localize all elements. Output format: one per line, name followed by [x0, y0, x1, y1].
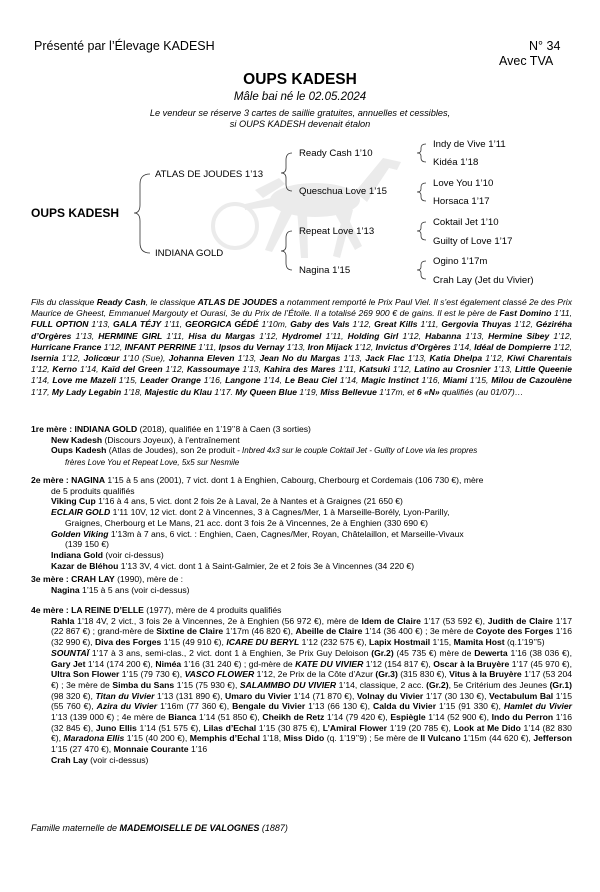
horse-name: Azira du Vivier [96, 701, 158, 712]
horse-name: Abeille de Claire [295, 626, 363, 637]
horse-name: Fast Domino [499, 308, 552, 319]
pedigree-ddd: Crah Lay (Jet du Vivier) [433, 275, 534, 286]
text-run: 1’13 (66 130 €), [305, 701, 373, 712]
horse-name: GALA TÉJY [112, 319, 162, 330]
horse-name: Invictus d’Orgères [375, 341, 451, 352]
text-run: 1’12, [58, 353, 84, 364]
text-run: Fils du classique [31, 297, 97, 307]
horse-name: Vectabulum Bal [489, 690, 554, 701]
text-run: 1’15 (40 200 €), [124, 733, 190, 744]
second-dam-product-2: ECLAIR GOLD 1’11 10V, 12 vict. dont 2 à Vincennes, 3 à Cagnes/Mer, 1 à Marseille-Borély, Lyon-Parilly, [51, 507, 450, 518]
horse-name: Kaïd del Green [101, 364, 163, 375]
horse-name: Hydromel [282, 330, 322, 341]
pedigree-sire-dam: Queschua Love 1’15 [299, 186, 388, 197]
horse-name: Memphis d’Echal [189, 733, 260, 744]
horse-name: Cheikh de Retz [262, 712, 325, 723]
text-run: 1’18, [260, 733, 284, 744]
second-dam-product-4: Indiana Gold (voir ci-dessus) [51, 549, 164, 560]
text-run: qualifiés (au 01/07)… [439, 386, 524, 397]
text-run: 1’15 (75 930 €), [174, 679, 240, 690]
horse-name: Kiwi Charentais [507, 353, 572, 364]
horse-name: Diva des Forges [94, 637, 162, 648]
horse-name: HERMINE GIRL [98, 330, 163, 341]
product-name: New Kadesh [51, 434, 103, 445]
text-run: 1’16 (38 036 €), [507, 647, 572, 658]
text-run: 1’12, [349, 319, 375, 330]
horse-name: SOUNTAÏ [51, 647, 90, 658]
text-run: 1’12, [390, 364, 415, 375]
horse-name: Latino au Crosnier [414, 364, 491, 375]
horse-name: ATLAS DE JOUDES [197, 297, 278, 307]
text-run: (q.1’19’’5) [504, 637, 545, 648]
horse-name: Magic Instinct [361, 375, 419, 386]
first-dam-product-1 [31, 435, 572, 446]
horse-name: Juno Ellis [95, 722, 137, 733]
horse-name: Il Vulcano [420, 733, 461, 744]
horse-name: Langone [225, 375, 261, 386]
horse-name: Idem de Claire [361, 615, 421, 626]
horse-name: Gergovia Thuyas [441, 319, 512, 330]
text-run: 1’12, [31, 364, 53, 375]
horse-name: Jolicœur [83, 353, 120, 364]
text-run: 1’13, [284, 341, 308, 352]
text-run: 1’15 (27 470 €), [51, 744, 114, 755]
text-run: 1’14 (51 850 €), [196, 712, 263, 723]
horse-name: Majestic du Klau [144, 386, 213, 397]
text-run: 1’17m (46 820 €), [223, 626, 296, 637]
first-dam-section [31, 424, 572, 469]
pedigree-subject: OUPS KADESH [31, 206, 120, 220]
horse-name: Jean No du Margas [259, 353, 341, 364]
second-dam-product-2-cont: Graignes, Cherbourg et Le Mans, 21 acc. dont 3 fois 2e à Vincennes, 2e à Enghien (330 690 €) [65, 517, 428, 528]
text-run: 1’14, [77, 364, 102, 375]
horse-name: Dewerta [474, 647, 508, 658]
horse-name: Katsuki [359, 364, 391, 375]
first-dam-name: INDIANA GOLD [74, 424, 138, 434]
fourth-dam-crah-lay: Crah Lay (voir ci-dessus) [51, 754, 149, 765]
inbreeding-note-cont: frères Love You et Repeat Love, 5x5 sur Nesmile [65, 458, 240, 468]
horse-name: Bianca [168, 712, 197, 723]
product-details: (Atlas de Joudes), son 2e produit [106, 445, 235, 456]
first-dam-label: 1re mère : [31, 424, 75, 434]
horse-name: Gary Jet [51, 658, 86, 669]
horse-name: Holding Girl [347, 330, 399, 341]
horse-name: Great Kills [374, 319, 418, 330]
text-run: 1’13, [234, 353, 260, 364]
maternal-family-line: Famille maternelle de MADEMOISELLE DE VALOGNES (1887) [31, 823, 288, 833]
horse-name: SALAMMBO DU VIVIER [239, 679, 337, 690]
first-dam-heading [31, 424, 572, 435]
text-run: 1’11, [161, 319, 186, 330]
first-dam-details: (2018), qualifiée en 1’19’’8 à Caen (3 sorties) [137, 424, 311, 434]
text-run: 1’13, [71, 330, 99, 341]
text-run: 1’17m, et [376, 386, 417, 397]
text-run: 1’15 (91 330 €), [436, 701, 504, 712]
horse-name: My Queen Blue [235, 386, 298, 397]
horse-name: GEORGICA GÉDÉ [185, 319, 259, 330]
horse-name: Habanna [425, 330, 462, 341]
text-run: 1’17 (53 204 €) ; 3e mère de [51, 669, 573, 690]
lot-number: N° 34 [529, 39, 561, 53]
fourth-dam-sountai [31, 648, 572, 755]
horse-name: Le Beau Ciel [284, 375, 338, 386]
text-run: 1’17 à 3 ans, semi-clas., 2 vict. dont 1 à Enghien, 3e Prix Guy Deloison [89, 647, 372, 658]
horse-name: Milou de Cazoulène [491, 375, 572, 386]
pedigree-dam-sire: Repeat Love 1’13 [299, 226, 375, 237]
horse-name: KATE DU VIVIER [295, 658, 364, 669]
horse-name: Jack Flac [365, 353, 405, 364]
first-dam-product-2 [31, 445, 572, 457]
horse-name: Jefferson [533, 733, 572, 744]
text-run: 1’17 (22 867 €) ; grand-mère de [51, 615, 572, 637]
text-run: 1’19, [297, 386, 321, 397]
horse-name: Maradona Ellis [63, 733, 125, 744]
text-run: 1’12, [482, 353, 508, 364]
horse-name: Idéal de Dompierre [474, 341, 552, 352]
pedigree-dam-dam: Nagina 1’15 [299, 265, 351, 276]
text-run: 1’16, [200, 375, 226, 386]
horse-name: Espiègle [390, 712, 426, 723]
text-run: 1’17 (45 970 €), [509, 658, 572, 669]
text-run: 1’12, 2e Prix de la Côte d’Azur [254, 669, 376, 680]
text-run: (q. 1’19’’9) ; 5e mère de [324, 733, 421, 744]
text-run: 1’12, [162, 364, 187, 375]
horse-name: Mamita Host [453, 637, 505, 648]
text-run: 1’14 (174 200 €), [85, 658, 156, 669]
text-run: 1’19 (20 785 €), [387, 722, 454, 733]
text-run: 1’18, [121, 386, 145, 397]
text-run: 1’13 (131 890 €), [154, 690, 226, 701]
horse-name: Oscar à la Bruyère [433, 658, 510, 669]
text-run: 1’14, [450, 341, 475, 352]
text-run: 1’12, [255, 330, 282, 341]
text-run: 1’13, [88, 319, 113, 330]
text-run: 1’12, [101, 341, 125, 352]
text-run: a notamment remporté le Prix Paul Viel. Il s’est également classé 2e des Prix Maurice de Gheest, Emmanuel Margouty et Ourasi, 3e du Prix de l’Étoile. Il a totalisé 269 900 € de gains. Il est le père de [31, 297, 572, 319]
text-run: 1’12, [352, 341, 376, 352]
horse-name: Simba du Sans [112, 679, 175, 690]
horse-name: Kassoumaye [186, 364, 240, 375]
text-run: 1’12, [511, 319, 536, 330]
pedigree-dsd: Guilty of Love 1’17 [433, 236, 513, 247]
horse-name: 6 «N» [416, 386, 440, 397]
second-dam-product-3-cont: (139 150 €) [65, 539, 109, 550]
stallion-note-1: Le vendeur se réserve 3 cartes de saillie gratuites, annuelles et cessibles, [149, 108, 451, 118]
horse-name: Géziréha d’Orgères [31, 319, 572, 341]
horse-name: FULL OPTION [31, 319, 89, 330]
pedigree-sdd: Horsaca 1’17 [433, 196, 490, 207]
pedigree-sss: Indy de Vive 1’11 [433, 139, 506, 150]
pedigree-sds: Love You 1’10 [433, 178, 494, 189]
horse-name: Katia Dhelpa [429, 353, 483, 364]
product-name: Oups Kadesh [51, 445, 107, 456]
text-run: 1’14, classique, 2 acc. [336, 679, 427, 690]
maternal-family-name: MADEMOISELLE DE VALOGNES [119, 823, 260, 833]
pedigree-sire: ATLAS DE JOUDES 1’13 [155, 169, 264, 180]
text-run: 1’16 (32 845 €), [51, 712, 573, 733]
text-run: 1’11, [162, 330, 189, 341]
pedigree-dam: INDIANA GOLD [155, 248, 224, 259]
fourth-dam-heading: 4e mère : LA REINE D’ELLE (1977), mère de 4 produits qualifiés [31, 605, 282, 615]
text-run: 1’15 (79 730 €), [119, 669, 185, 680]
horse-name: Isernia [31, 353, 59, 364]
sire-paragraph [31, 297, 572, 398]
second-dam-product-5: Kazar de Bléhou 1’13 3V, 4 vict. dont 1 à Saint-Galmier, 2e et 2 fois 3e à Vincennes (34 220 €) [51, 560, 415, 571]
text-run: 1’14 (71 870 €), [291, 690, 357, 701]
fourth-dam-section [31, 605, 572, 766]
horse-name: Ready Cash [96, 297, 146, 307]
text-run: 1’17 (53 592 €), [420, 615, 488, 626]
text-run: 1’15 (55 760 €), [51, 690, 572, 712]
second-dam-name: NAGINA [71, 475, 106, 485]
text-run: 1’10m, [258, 319, 291, 330]
text-run: 1’16m (77 360 €), [157, 701, 233, 712]
text-run: (98 320 €), [51, 690, 96, 701]
horse-name: Hurricane France [31, 341, 102, 352]
text-run: 1’13 (139 000 €) ; 4e mère de [51, 712, 169, 723]
horse-name: My Lady Legabin [51, 386, 122, 397]
text-run: 1’16 [188, 744, 208, 755]
fourth-dam-rahla [31, 616, 572, 648]
pedigree-dds: Ogino 1’17m [433, 256, 488, 267]
text-run: 1’12 (154 817 €), [363, 658, 434, 669]
horse-name: Ipsos du Vernay [218, 341, 285, 352]
text-run: 1’12, [549, 330, 572, 341]
horse-name: Lapix Hostmail [369, 637, 431, 648]
stallion-note-2: si OUPS KADESH devenait étalon [229, 119, 371, 129]
text-run: 1’14, [260, 375, 285, 386]
text-run: 1’11, [417, 319, 442, 330]
second-dam-product-3: Golden Viking 1’13m à 7 ans, 6 vict. : Enghien, Caen, Cagnes/Mer, Royan, Châtelaillon, et Marseille-Vivaux [51, 528, 464, 539]
horse-name: Indo du Perron [491, 712, 554, 723]
horse-name: Love me Mazeli [52, 375, 116, 386]
text-run: 1’14 (52 900 €), [425, 712, 492, 723]
pedigree-braces [0, 0, 600, 300]
horse-name: Monnaie Courante [113, 744, 189, 755]
text-run: 1’14, [337, 375, 362, 386]
text-run: 1’10 (Sue), [119, 353, 169, 364]
text-run: , le classique [145, 297, 198, 307]
presenter-text: Présenté par l’Élevage KADESH [34, 39, 215, 53]
second-dam-heading-cont: de 5 produits qualifiés [51, 485, 135, 496]
text-run: 1’13, [404, 353, 430, 364]
text-run: 1’16 (31 240 €) ; gd-mère de [181, 658, 296, 669]
horse-name: Hermine Sibey [488, 330, 550, 341]
text-run: 1’15 (30 875 €), [256, 722, 323, 733]
text-run: 1’15m (44 620 €), [460, 733, 534, 744]
horse-name: Umaro du Vivier [225, 690, 292, 701]
second-dam-heading: 2e mère : NAGINA 1’15 à 5 ans (2001), 7 vict. dont 1 à Enghien, Cabourg, Cherbourg et Cordemais (106 730 €), mère [31, 475, 484, 485]
horse-title: OUPS KADESH [243, 71, 357, 88]
second-dam-product-1: Viking Cup 1’16 à 4 ans, 5 vict. dont 2 fois 2e à Laval, 2e à Nantes et à Graignes (21 650 €) [51, 496, 403, 507]
text-run: 1’16, [418, 375, 443, 386]
horse-name: ICARE DU BERYL [226, 637, 300, 648]
text-run: 1’12, [398, 330, 426, 341]
horse-name: (Gr.1) [549, 679, 573, 690]
text-run: 1’14 (51 575 €), [136, 722, 204, 733]
horse-name: Judith de Claire [487, 615, 553, 626]
text-run: (315 830 €), [397, 669, 450, 680]
text-run: 1’15 (49 910 €), [161, 637, 227, 648]
third-dam-heading: 3e mère : CRAH LAY (1990), mère de : [31, 574, 184, 584]
horse-name: Miss Dido [283, 733, 325, 744]
text-run: 1’16 (32 990 €), [51, 626, 572, 648]
horse-name: Sixtine de Claire [156, 626, 224, 637]
horse-name: L’Amiral Flower [322, 722, 388, 733]
text-run: 1’15, [430, 637, 454, 648]
horse-name: VASCO FLOWER [184, 669, 255, 680]
horse-name: Little Queenie [514, 364, 572, 375]
text-run: 1’15, [115, 375, 141, 386]
horse-name: Ultra Son Flower [51, 669, 120, 680]
horse-name: Calda du Vivier [373, 701, 437, 712]
horse-name: Kahira des Mares [263, 364, 336, 375]
product-details: (Discours Joyeux), à l’entraînement [102, 434, 240, 445]
horse-name: Volnay du Vivier [356, 690, 424, 701]
horse-name: INFANT PERRINE [124, 341, 196, 352]
horse-name: Miami [442, 375, 468, 386]
text-run: 1’18 4V, 2 vict., 3 fois 2e à Vincennes, 2e à Enghien (56 972 €), mère de [74, 615, 362, 626]
horse-description: Mâle bai né le 02.05.2024 [233, 91, 367, 103]
horse-name: Kerno [52, 364, 78, 375]
horse-name: Gaby des Vals [290, 319, 350, 330]
horse-name: (Gr.2) [371, 647, 394, 658]
text-run: 1’11, [551, 308, 572, 319]
vat-label: Avec TVA [499, 54, 554, 68]
third-dam-product-1: Nagina 1’15 à 5 ans (voir ci-dessus) [51, 584, 190, 595]
third-dam-section [31, 574, 572, 595]
text-run: (45 735 €) mère de [393, 647, 475, 658]
text-run: 1’12 (232 575 €), [299, 637, 369, 648]
pedigree-sire-sire: Ready Cash 1’10 [299, 148, 373, 159]
text-run: 1’13, [340, 353, 366, 364]
text-run: 1’13, [239, 364, 264, 375]
horse-name: Hisa du Margas [188, 330, 256, 341]
text-run: 1’11, [321, 330, 348, 341]
horse-name: Coyote des Forges [475, 626, 554, 637]
horse-name: Rahla [51, 615, 75, 626]
text-run: 1’13, [461, 330, 489, 341]
horse-name: Johanna Eleven [168, 353, 235, 364]
inbreeding-note: - Inbred 4x3 sur le couple Coktail Jet - Guilty of Love via les propres [234, 446, 478, 456]
text-run: 1’14, [31, 375, 53, 386]
horse-name: Vitus à la Bruyère [449, 669, 522, 680]
horse-name: (Gr.3) [375, 669, 398, 680]
pedigree-ssd: Kidéa 1’18 [433, 157, 479, 168]
horse-name: Niméa [155, 658, 182, 669]
text-run: 1’14 (36 400 €) ; 3e mère de [362, 626, 476, 637]
horse-name: Miss Bellevue [320, 386, 377, 397]
horse-name: (Gr.2) [426, 679, 449, 690]
horse-name: Hamlet du Vivier [503, 701, 573, 712]
text-run: 1’13, [490, 364, 515, 375]
text-run: 1’17, [31, 386, 52, 397]
horse-name: Titan du Vivier [95, 690, 155, 701]
text-run: 1’15, [467, 375, 492, 386]
text-run: 1’11, [335, 364, 360, 375]
text-run: 1’14 (82 830 €), [51, 722, 572, 744]
text-run: 1’17 (30 130 €), [423, 690, 490, 701]
horse-name: Bengale du Vivier [232, 701, 306, 712]
text-run: 1’12, [551, 341, 572, 352]
text-run: 1’11, [195, 341, 219, 352]
text-run: 1’17. [212, 386, 236, 397]
fourth-dam-name: LA REINE D’ELLE [71, 605, 144, 615]
text-run: , 5e Critérium des Jeunes [448, 679, 550, 690]
text-run: 1’14 (79 420 €), [324, 712, 391, 723]
horse-name: Look at Me Dido [453, 722, 521, 733]
horse-name: Lilas d’Echal [203, 722, 257, 733]
pedigree-dss: Coktail Jet 1’10 [433, 217, 499, 228]
third-dam-name: CRAH LAY [71, 574, 115, 584]
horse-name: Iron Mijack [307, 341, 353, 352]
second-dam-section [31, 475, 572, 571]
horse-name: Leader Orange [140, 375, 201, 386]
